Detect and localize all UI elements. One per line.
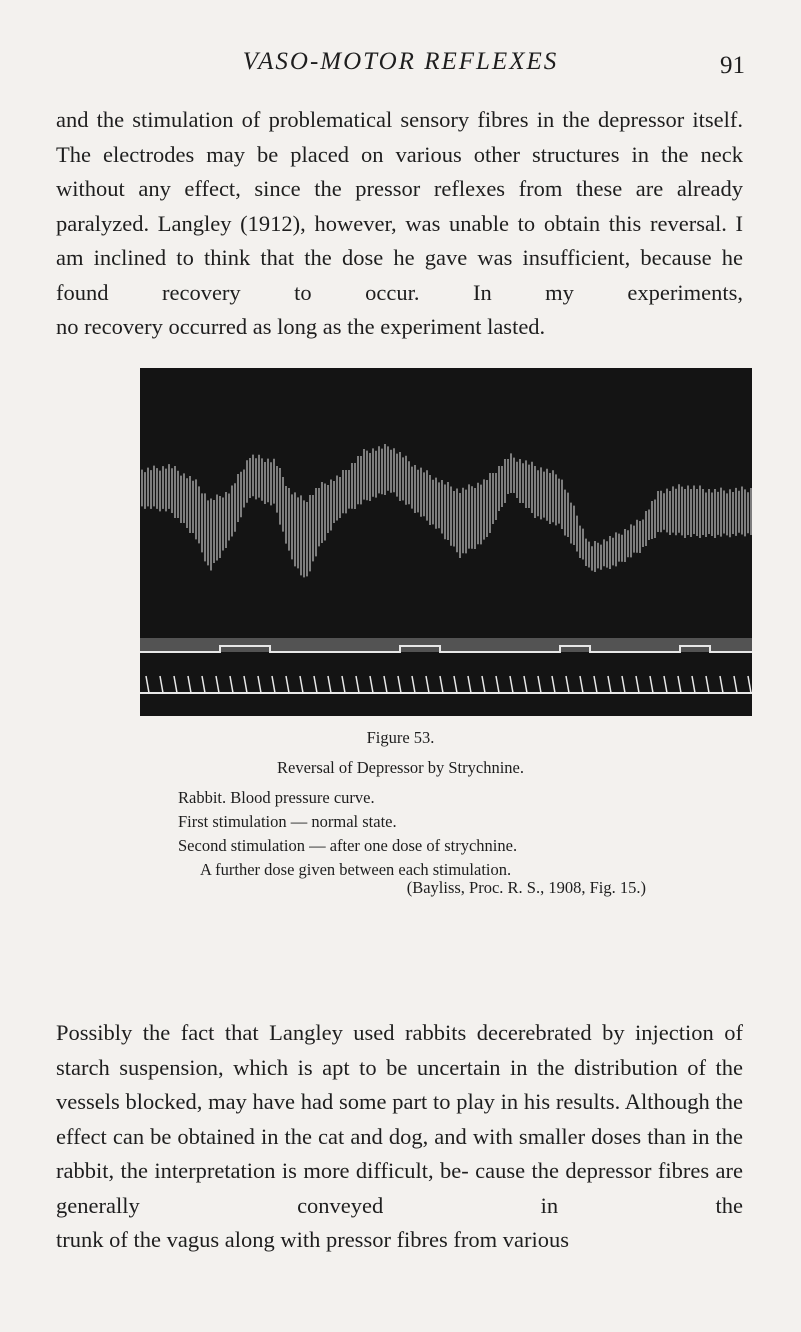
time-tick <box>748 676 751 693</box>
time-tick <box>538 676 541 693</box>
text-line: be obtained in the cat and dog, and with smaller doses <box>150 1123 642 1149</box>
time-tick <box>580 676 583 693</box>
time-tick <box>342 676 345 693</box>
text-line: inclined to think that the dose he gave was insufficient, <box>93 245 631 270</box>
time-tick <box>356 676 359 693</box>
time-tick <box>566 676 569 693</box>
time-tick <box>552 676 555 693</box>
time-tick <box>328 676 331 693</box>
text-line: pressor reflexes from these are already paralyzed. Langley <box>56 176 744 236</box>
figure-citation: (Bayliss, Proc. R. S., 1908, Fig. 15.) <box>406 878 646 897</box>
text-line: other structures in the neck without any effect, since the <box>56 141 744 201</box>
time-tick <box>608 676 611 693</box>
time-tick <box>398 676 401 693</box>
time-marker-line <box>140 676 752 693</box>
time-tick <box>678 676 681 693</box>
time-tick <box>146 676 149 693</box>
time-tick <box>664 676 667 693</box>
caption-line: Second stimulation — after one dose of strychnine. <box>178 836 518 855</box>
text-line: because he found recovery to occur. In my experiments, <box>56 245 744 305</box>
kymograph-tracing <box>140 368 752 716</box>
time-tick <box>370 676 373 693</box>
text-line: cause the depressor fibres are generally conveyed in the <box>56 1158 744 1218</box>
running-head <box>0 46 801 82</box>
caption-line: First stimulation — normal state. <box>178 812 397 831</box>
page-number: 91 <box>720 52 745 79</box>
running-title: VASO-MOTOR REFLEXES <box>242 48 559 75</box>
time-tick <box>188 676 191 693</box>
text-line: Possibly the fact that Langley used rabbits decerebrated by <box>56 1020 625 1045</box>
text-line: injection of starch suspension, which is apt to be uncertain <box>56 1020 743 1080</box>
stimulation-signal-line <box>140 638 752 652</box>
time-tick <box>706 676 709 693</box>
time-tick <box>720 676 723 693</box>
caption-line: A further dose given between each stimulation. <box>200 860 512 879</box>
time-tick <box>594 676 597 693</box>
time-tick <box>314 676 317 693</box>
time-tick <box>482 676 485 693</box>
time-tick <box>216 676 219 693</box>
time-tick <box>230 676 233 693</box>
caption-line: Rabbit. Blood pressure curve. <box>178 788 375 807</box>
text-line: (1912), however, was unable to obtain this reversal. I am <box>56 210 743 270</box>
text-line: trunk of the vagus along with pressor fibres from various <box>56 1227 570 1252</box>
time-tick <box>636 676 639 693</box>
time-tick <box>650 676 653 693</box>
figure-label: Figure 53. <box>366 728 435 747</box>
time-tick <box>272 676 275 693</box>
time-tick <box>524 676 527 693</box>
time-tick <box>174 676 177 693</box>
time-tick <box>510 676 513 693</box>
time-tick <box>258 676 261 693</box>
time-tick <box>202 676 205 693</box>
text-line: no recovery occurred as long as the experiment lasted. <box>56 314 546 339</box>
time-tick <box>468 676 471 693</box>
time-tick <box>440 676 443 693</box>
time-tick <box>622 676 625 693</box>
time-tick <box>286 676 289 693</box>
pressure-trace <box>142 444 751 577</box>
time-tick <box>496 676 499 693</box>
paragraph-2 <box>56 1016 743 1258</box>
time-tick <box>160 676 163 693</box>
text-line: in the distribution of the vessels blocked, may have had <box>56 1054 744 1114</box>
time-tick <box>454 676 457 693</box>
text-line: depressor itself. The electrodes may be placed on various <box>56 107 744 167</box>
time-tick <box>300 676 303 693</box>
blood-pressure-tracing-figure <box>140 368 752 716</box>
text-line: than in the rabbit, the interpretation is more difficult, be- <box>56 1123 744 1183</box>
time-tick <box>244 676 247 693</box>
figure-title: Reversal of Depressor by Strychnine. <box>277 758 524 777</box>
text-line: and the stimulation of problematical sensory fibres in the <box>56 107 590 132</box>
time-tick <box>384 676 387 693</box>
text-line: some part to play in his results. Although the effect can <box>56 1089 744 1149</box>
paragraph-1 <box>56 103 743 345</box>
time-tick <box>692 676 695 693</box>
time-tick <box>426 676 429 693</box>
time-tick <box>412 676 415 693</box>
time-tick <box>734 676 737 693</box>
